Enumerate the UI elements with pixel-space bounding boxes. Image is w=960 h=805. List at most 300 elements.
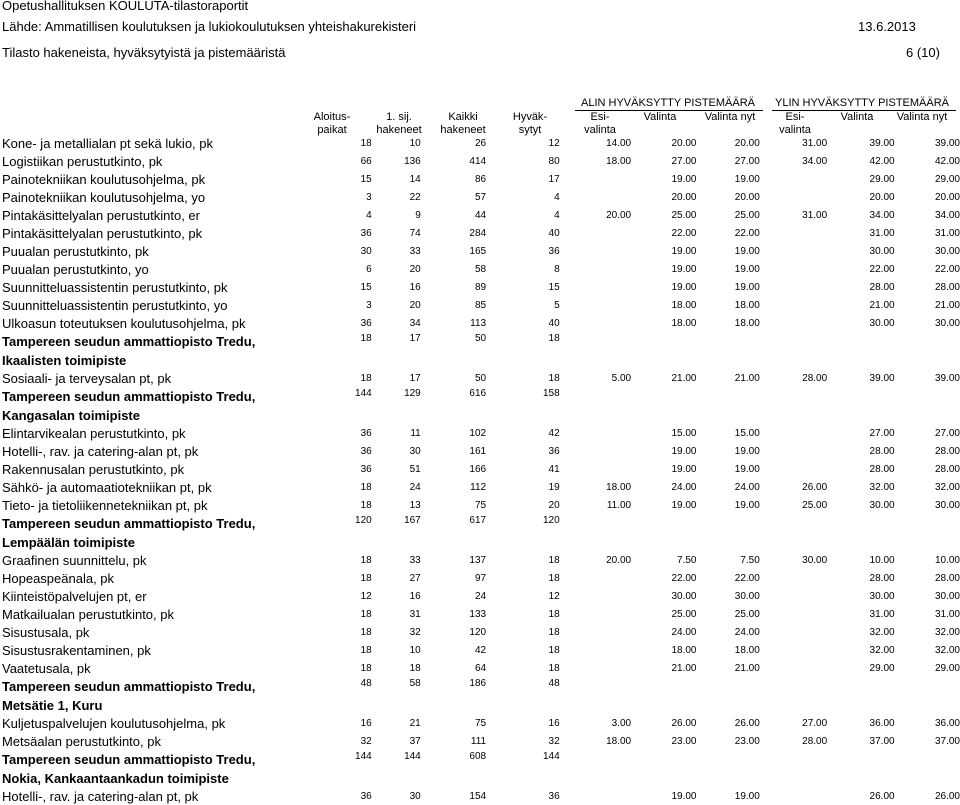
table-cell: 16 bbox=[360, 717, 372, 729]
table-cell: 18.00 bbox=[671, 644, 697, 656]
table-cell bbox=[560, 278, 631, 296]
table-cell: 25.00 bbox=[671, 608, 697, 620]
table-cell: 37.00 bbox=[869, 735, 895, 747]
table-cell: 42.00 bbox=[869, 155, 895, 167]
table-cell: 21.00 bbox=[671, 372, 697, 384]
program-name: Metsäalan perustutkinto, pk bbox=[2, 733, 161, 749]
program-name: Kuljetuspalvelujen koulutusohjelma, pk bbox=[2, 715, 226, 731]
table-cell: 27 bbox=[409, 572, 421, 584]
table-cell: 22.00 bbox=[671, 572, 697, 584]
table-cell: 39.00 bbox=[934, 372, 960, 384]
institution-group-row-continued bbox=[0, 696, 960, 714]
table-cell bbox=[827, 387, 894, 406]
table-cell bbox=[760, 332, 827, 351]
table-cell: 32 bbox=[360, 735, 372, 747]
table-cell: 75 bbox=[474, 717, 487, 729]
program-name: Painotekniikan koulutusohjelma, yo bbox=[2, 189, 206, 205]
table-cell bbox=[895, 387, 960, 406]
table-cell: 7.50 bbox=[740, 554, 760, 566]
table-cell: 30.00 bbox=[869, 317, 895, 329]
table-cell: 15 bbox=[360, 173, 372, 185]
table-cell bbox=[760, 260, 827, 278]
report-date: 13.6.2013 bbox=[858, 19, 916, 34]
table-cell bbox=[760, 605, 827, 623]
table-cell: 19.00 bbox=[734, 263, 760, 275]
table-cell: 120 bbox=[469, 626, 487, 638]
program-name: Sisustusala, pk bbox=[2, 624, 90, 640]
table-cell: 30.00 bbox=[734, 590, 760, 602]
table-cell: 27.00 bbox=[734, 155, 760, 167]
table-cell: 32 bbox=[548, 735, 560, 747]
table-cell: 89 bbox=[474, 281, 487, 293]
table-cell: 32.00 bbox=[934, 481, 960, 493]
table-cell: 32 bbox=[409, 626, 421, 638]
table-cell: 120 bbox=[542, 515, 560, 526]
table-cell: 158 bbox=[542, 388, 560, 399]
table-row bbox=[0, 296, 960, 314]
table-cell: 19.00 bbox=[734, 790, 760, 802]
table-cell: 13 bbox=[409, 499, 421, 511]
table-cell: 18 bbox=[360, 499, 372, 511]
table-cell: 40 bbox=[548, 227, 560, 239]
group-header-alin: ALIN HYVÄKSYTTY PISTEMÄÄRÄ bbox=[580, 97, 755, 109]
program-name: Puualan perustutkinto, yo bbox=[2, 261, 149, 277]
table-cell: 28.00 bbox=[802, 372, 828, 384]
table-cell: 166 bbox=[469, 463, 487, 475]
table-cell: 18.00 bbox=[606, 481, 632, 493]
table-cell: 30.00 bbox=[802, 554, 828, 566]
table-row bbox=[0, 134, 960, 152]
table-row bbox=[0, 442, 960, 460]
table-row bbox=[0, 605, 960, 623]
col-header-ylin-valinta-nyt: Valinta nyt bbox=[896, 111, 948, 123]
table-cell bbox=[760, 170, 827, 188]
table-cell: 18 bbox=[360, 333, 372, 344]
table-cell: 23.00 bbox=[734, 735, 760, 747]
table-cell: 41 bbox=[548, 463, 560, 475]
institution-group-row-continued bbox=[0, 769, 960, 787]
table-cell: 161 bbox=[469, 445, 487, 457]
institution-unit: Nokia, Kankaantaankadun toimipiste bbox=[2, 770, 229, 786]
table-row bbox=[0, 170, 960, 188]
table-cell: 18 bbox=[360, 608, 372, 620]
table-cell: 113 bbox=[470, 317, 487, 329]
table-cell: 20 bbox=[409, 299, 421, 311]
col-header-1-sij-hakeneet: 1. sij. hakeneet bbox=[376, 111, 422, 136]
table-cell bbox=[560, 641, 631, 659]
table-row bbox=[0, 260, 960, 278]
table-cell: 414 bbox=[469, 155, 487, 167]
table-cell: 57 bbox=[474, 191, 487, 203]
table-cell: 30 bbox=[360, 245, 372, 257]
table-cell: 20.00 bbox=[671, 137, 697, 149]
table-cell: 25.00 bbox=[734, 608, 760, 620]
table-cell: 34.00 bbox=[802, 155, 828, 167]
table-cell: 27.00 bbox=[802, 717, 828, 729]
table-cell: 19.00 bbox=[734, 463, 760, 475]
institution-group-row bbox=[0, 332, 960, 351]
table-cell bbox=[760, 587, 827, 605]
table-cell: 18 bbox=[548, 572, 560, 584]
program-name: Sosiaali- ja terveysalan pt, pk bbox=[2, 370, 172, 386]
table-cell: 30.00 bbox=[934, 317, 960, 329]
table-cell: 18 bbox=[360, 626, 372, 638]
table-cell: 34 bbox=[409, 317, 421, 329]
table-cell: 28.00 bbox=[934, 445, 960, 457]
table-cell: 12 bbox=[548, 137, 560, 149]
table-cell: 18 bbox=[360, 554, 372, 566]
table-cell bbox=[760, 569, 827, 587]
table-cell: 19.00 bbox=[671, 173, 697, 185]
table-cell: 48 bbox=[548, 678, 560, 689]
table-cell bbox=[696, 677, 759, 696]
table-cell: 97 bbox=[474, 572, 487, 584]
program-name: Sisustusrakentaminen, pk bbox=[2, 642, 151, 658]
table-cell bbox=[631, 750, 696, 769]
table-cell: 22.00 bbox=[869, 263, 895, 275]
table-cell bbox=[560, 387, 631, 406]
table-cell: 31.00 bbox=[802, 137, 828, 149]
table-cell: 36 bbox=[360, 227, 372, 239]
table-cell: 32.00 bbox=[869, 481, 895, 493]
table-cell: 29.00 bbox=[869, 173, 895, 185]
program-name: Pintakäsittelyalan perustutkinto, er bbox=[2, 207, 200, 223]
table-row bbox=[0, 659, 960, 677]
table-cell: 12 bbox=[360, 590, 372, 602]
table-cell: 48 bbox=[360, 678, 372, 689]
table-row bbox=[0, 369, 960, 387]
table-cell bbox=[827, 677, 894, 696]
table-cell: 15 bbox=[548, 281, 560, 293]
institution-name: Tampereen seudun ammattiopisto Tredu, bbox=[2, 334, 256, 349]
table-cell: 18 bbox=[360, 372, 372, 384]
table-cell: 36 bbox=[548, 445, 560, 457]
table-cell: 24 bbox=[409, 481, 421, 493]
table-row bbox=[0, 152, 960, 170]
table-cell: 18 bbox=[548, 608, 560, 620]
table-cell bbox=[760, 677, 827, 696]
table-cell bbox=[760, 188, 827, 206]
table-cell bbox=[560, 460, 631, 478]
table-cell: 32.00 bbox=[934, 626, 960, 638]
table-cell: 28.00 bbox=[869, 463, 895, 475]
table-cell bbox=[560, 787, 631, 805]
table-cell bbox=[827, 332, 894, 351]
table-cell: 85 bbox=[474, 299, 487, 311]
program-name: Vaatetusala, pk bbox=[2, 660, 91, 676]
table-cell: 31 bbox=[409, 608, 421, 620]
table-cell: 129 bbox=[404, 388, 421, 399]
table-cell bbox=[696, 332, 759, 351]
table-cell: 36 bbox=[548, 245, 560, 257]
table-cell: 8 bbox=[554, 263, 560, 275]
table-cell: 4 bbox=[366, 209, 372, 221]
table-cell: 11.00 bbox=[606, 499, 632, 511]
program-name: Pintakäsittelyalan perustutkinto, pk bbox=[2, 225, 203, 241]
table-cell bbox=[895, 332, 960, 351]
program-name: Kiinteistöpalvelujen pt, er bbox=[2, 588, 147, 604]
institution-group-row bbox=[0, 677, 960, 696]
table-cell: 37 bbox=[409, 735, 421, 747]
table-cell: 144 bbox=[355, 388, 372, 399]
table-cell bbox=[560, 623, 631, 641]
table-cell bbox=[760, 787, 827, 805]
institution-group-row bbox=[0, 514, 960, 533]
table-cell: 40 bbox=[548, 317, 560, 329]
table-cell: 14.00 bbox=[606, 137, 632, 149]
table-cell bbox=[631, 332, 696, 351]
table-cell: 30.00 bbox=[869, 245, 895, 257]
table-cell: 25.00 bbox=[734, 209, 760, 221]
table-cell: 37.00 bbox=[934, 735, 960, 747]
table-cell: 19.00 bbox=[671, 463, 697, 475]
table-cell: 120 bbox=[355, 515, 372, 526]
table-cell: 17 bbox=[409, 372, 421, 384]
table-cell: 30 bbox=[409, 445, 421, 457]
table-cell: 22.00 bbox=[734, 572, 760, 584]
institution-group-row-continued bbox=[0, 351, 960, 369]
table-cell: 36.00 bbox=[934, 717, 960, 729]
table-cell: 24.00 bbox=[671, 481, 697, 493]
institution-unit: Lempäälän toimipiste bbox=[2, 534, 135, 550]
table-cell: 22 bbox=[409, 191, 421, 203]
table-cell: 20.00 bbox=[934, 191, 960, 203]
table-cell bbox=[760, 659, 827, 677]
table-row bbox=[0, 587, 960, 605]
source-line: Lähde: Ammatillisen koulutuksen ja lukiokoulutuksen yhteishakurekisteri bbox=[2, 19, 417, 34]
table-cell: 36 bbox=[360, 790, 372, 802]
table-cell: 39.00 bbox=[869, 137, 895, 149]
table-cell: 27.00 bbox=[671, 155, 697, 167]
program-name: Hotelli-, rav. ja catering-alan pt, pk bbox=[2, 788, 199, 804]
report-series-title: Opetushallituksen KOULUTA-tilastoraportit bbox=[2, 0, 249, 13]
table-cell: 26.00 bbox=[869, 790, 895, 802]
table-cell: 58 bbox=[409, 678, 421, 689]
table-cell: 15.00 bbox=[671, 427, 697, 439]
table-cell: 18 bbox=[548, 372, 560, 384]
table-cell: 144 bbox=[542, 751, 560, 762]
table-cell: 24.00 bbox=[734, 626, 760, 638]
col-header-kaikki-hakeneet: Kaikki hakeneet bbox=[440, 111, 486, 136]
program-name: Sähkö- ja automaatiotekniikan pt, pk bbox=[2, 479, 212, 495]
program-name: Painotekniikan koulutusohjelma, pk bbox=[2, 171, 206, 187]
table-cell: 18 bbox=[360, 662, 372, 674]
table-cell: 12 bbox=[548, 590, 560, 602]
table-row bbox=[0, 206, 960, 224]
program-name: Ulkoasun toteutuksen koulutusohjelma, pk bbox=[2, 315, 246, 331]
institution-unit: Ikaalisten toimipiste bbox=[2, 352, 127, 368]
table-cell: 15 bbox=[360, 281, 372, 293]
table-cell bbox=[560, 605, 631, 623]
col-header-alin-esivalinta: Esi- valinta bbox=[584, 111, 616, 136]
table-cell: 19.00 bbox=[671, 281, 697, 293]
table-cell: 16 bbox=[548, 717, 560, 729]
table-cell: 19.00 bbox=[671, 445, 697, 457]
table-cell: 24.00 bbox=[734, 481, 760, 493]
table-cell: 616 bbox=[469, 388, 487, 399]
table-cell: 3.00 bbox=[611, 717, 632, 729]
table-cell: 10 bbox=[409, 137, 421, 149]
table-cell bbox=[696, 514, 759, 533]
report-title: Tilasto hakeneista, hyväksytyistä ja pistemääristä bbox=[2, 45, 286, 60]
table-row bbox=[0, 188, 960, 206]
table-cell bbox=[560, 170, 631, 188]
table-cell: 33 bbox=[409, 554, 421, 566]
table-cell: 31.00 bbox=[802, 209, 828, 221]
table-cell bbox=[760, 314, 827, 332]
table-cell: 16 bbox=[409, 590, 421, 602]
table-cell: 18 bbox=[548, 662, 560, 674]
table-cell: 36 bbox=[360, 463, 372, 475]
table-row bbox=[0, 551, 960, 569]
table-cell: 19.00 bbox=[734, 245, 760, 257]
table-cell: 18 bbox=[360, 644, 372, 656]
table-cell bbox=[631, 677, 696, 696]
table-cell bbox=[560, 587, 631, 605]
table-cell bbox=[760, 750, 827, 769]
table-cell: 28.00 bbox=[934, 572, 960, 584]
table-cell bbox=[760, 242, 827, 260]
table-cell: 19.00 bbox=[734, 173, 760, 185]
table-cell: 30.00 bbox=[934, 590, 960, 602]
table-cell: 80 bbox=[548, 155, 560, 167]
table-cell: 3 bbox=[366, 191, 372, 203]
program-name: Suunnitteluassistentin perustutkinto, pk bbox=[2, 279, 228, 295]
table-cell: 39.00 bbox=[869, 372, 895, 384]
table-cell: 112 bbox=[470, 481, 487, 493]
table-cell: 10.00 bbox=[869, 554, 895, 566]
table-cell: 11 bbox=[410, 427, 421, 439]
institution-name: Tampereen seudun ammattiopisto Tredu, bbox=[2, 389, 256, 404]
table-cell: 165 bbox=[469, 245, 487, 257]
table-cell: 10.00 bbox=[934, 554, 960, 566]
table-cell: 5.00 bbox=[611, 372, 632, 384]
table-cell: 64 bbox=[474, 662, 487, 674]
table-cell: 42.00 bbox=[934, 155, 960, 167]
institution-unit: Metsätie 1, Kuru bbox=[2, 697, 103, 713]
table-cell: 18 bbox=[548, 626, 560, 638]
table-row bbox=[0, 478, 960, 496]
table-cell: 30.00 bbox=[869, 590, 895, 602]
institution-group-row bbox=[0, 387, 960, 406]
table-row bbox=[0, 623, 960, 641]
table-cell: 4 bbox=[554, 191, 560, 203]
table-cell: 14 bbox=[409, 173, 421, 185]
table-cell: 20.00 bbox=[606, 554, 632, 566]
table-cell: 144 bbox=[355, 751, 372, 762]
table-row bbox=[0, 641, 960, 659]
col-header-aloituspaikat: Aloitus- paikat bbox=[313, 111, 351, 136]
table-cell: 18 bbox=[360, 481, 372, 493]
table-cell: 19.00 bbox=[734, 445, 760, 457]
table-cell bbox=[895, 750, 960, 769]
table-cell: 30 bbox=[409, 790, 421, 802]
table-cell: 10 bbox=[409, 644, 421, 656]
table-cell: 31.00 bbox=[934, 608, 960, 620]
table-row bbox=[0, 242, 960, 260]
program-name: Puualan perustutkinto, pk bbox=[2, 243, 149, 259]
table-cell: 29.00 bbox=[869, 662, 895, 674]
table-cell: 31.00 bbox=[934, 227, 960, 239]
table-cell bbox=[827, 514, 894, 533]
page-number: 6 (10) bbox=[906, 45, 940, 60]
table-cell bbox=[760, 224, 827, 242]
table-cell bbox=[631, 514, 696, 533]
table-cell: 18.00 bbox=[606, 155, 632, 167]
statistics-table bbox=[0, 134, 960, 805]
table-cell: 21.00 bbox=[869, 299, 895, 311]
table-cell bbox=[560, 242, 631, 260]
table-cell: 23.00 bbox=[671, 735, 697, 747]
table-cell: 29.00 bbox=[934, 173, 960, 185]
table-cell bbox=[560, 332, 631, 351]
program-name: Logistiikan perustutkinto, pk bbox=[2, 153, 163, 169]
table-cell bbox=[760, 623, 827, 641]
table-cell bbox=[560, 188, 631, 206]
table-cell bbox=[560, 569, 631, 587]
table-cell: 51 bbox=[409, 463, 421, 475]
program-name: Hotelli-, rav. ja catering-alan pt, pk bbox=[2, 443, 199, 459]
institution-name: Tampereen seudun ammattiopisto Tredu, bbox=[2, 752, 256, 767]
table-cell: 17 bbox=[548, 173, 560, 185]
table-cell: 31.00 bbox=[869, 227, 895, 239]
table-cell bbox=[560, 514, 631, 533]
table-cell bbox=[560, 442, 631, 460]
table-cell: 20.00 bbox=[606, 209, 632, 221]
table-cell bbox=[895, 677, 960, 696]
table-cell: 18.00 bbox=[734, 644, 760, 656]
table-cell: 28.00 bbox=[934, 463, 960, 475]
table-cell: 186 bbox=[469, 678, 487, 689]
table-cell: 32.00 bbox=[869, 626, 895, 638]
table-cell: 6 bbox=[366, 263, 372, 275]
program-name: Elintarvikealan perustutkinto, pk bbox=[2, 425, 186, 441]
table-cell bbox=[631, 387, 696, 406]
table-row bbox=[0, 314, 960, 332]
table-cell: 32.00 bbox=[869, 644, 895, 656]
table-cell: 111 bbox=[470, 735, 487, 747]
table-cell: 22.00 bbox=[671, 227, 697, 239]
table-cell: 20 bbox=[548, 499, 560, 511]
table-cell: 21 bbox=[409, 717, 421, 729]
table-row bbox=[0, 424, 960, 442]
table-cell: 19.00 bbox=[734, 499, 760, 511]
table-cell: 608 bbox=[469, 751, 487, 762]
table-cell: 137 bbox=[469, 554, 487, 566]
table-cell: 36.00 bbox=[869, 717, 895, 729]
program-name: Hopeaspeänala, pk bbox=[2, 570, 115, 586]
table-cell: 29.00 bbox=[934, 662, 960, 674]
program-name: Graafinen suunnittelu, pk bbox=[2, 552, 147, 568]
table-cell bbox=[760, 387, 827, 406]
table-cell: 30.00 bbox=[934, 499, 960, 511]
table-cell: 58 bbox=[474, 263, 487, 275]
table-cell: 34.00 bbox=[934, 209, 960, 221]
table-row bbox=[0, 569, 960, 587]
table-cell: 26.00 bbox=[671, 717, 697, 729]
table-cell: 36 bbox=[548, 790, 560, 802]
table-cell: 144 bbox=[404, 751, 421, 762]
table-cell: 284 bbox=[469, 227, 487, 239]
table-cell: 44 bbox=[474, 209, 487, 221]
table-cell bbox=[760, 641, 827, 659]
table-cell: 21.00 bbox=[734, 662, 760, 674]
table-cell: 154 bbox=[469, 790, 487, 802]
table-cell: 26.00 bbox=[802, 481, 828, 493]
table-cell: 18 bbox=[548, 554, 560, 566]
table-cell bbox=[760, 442, 827, 460]
table-cell bbox=[560, 659, 631, 677]
